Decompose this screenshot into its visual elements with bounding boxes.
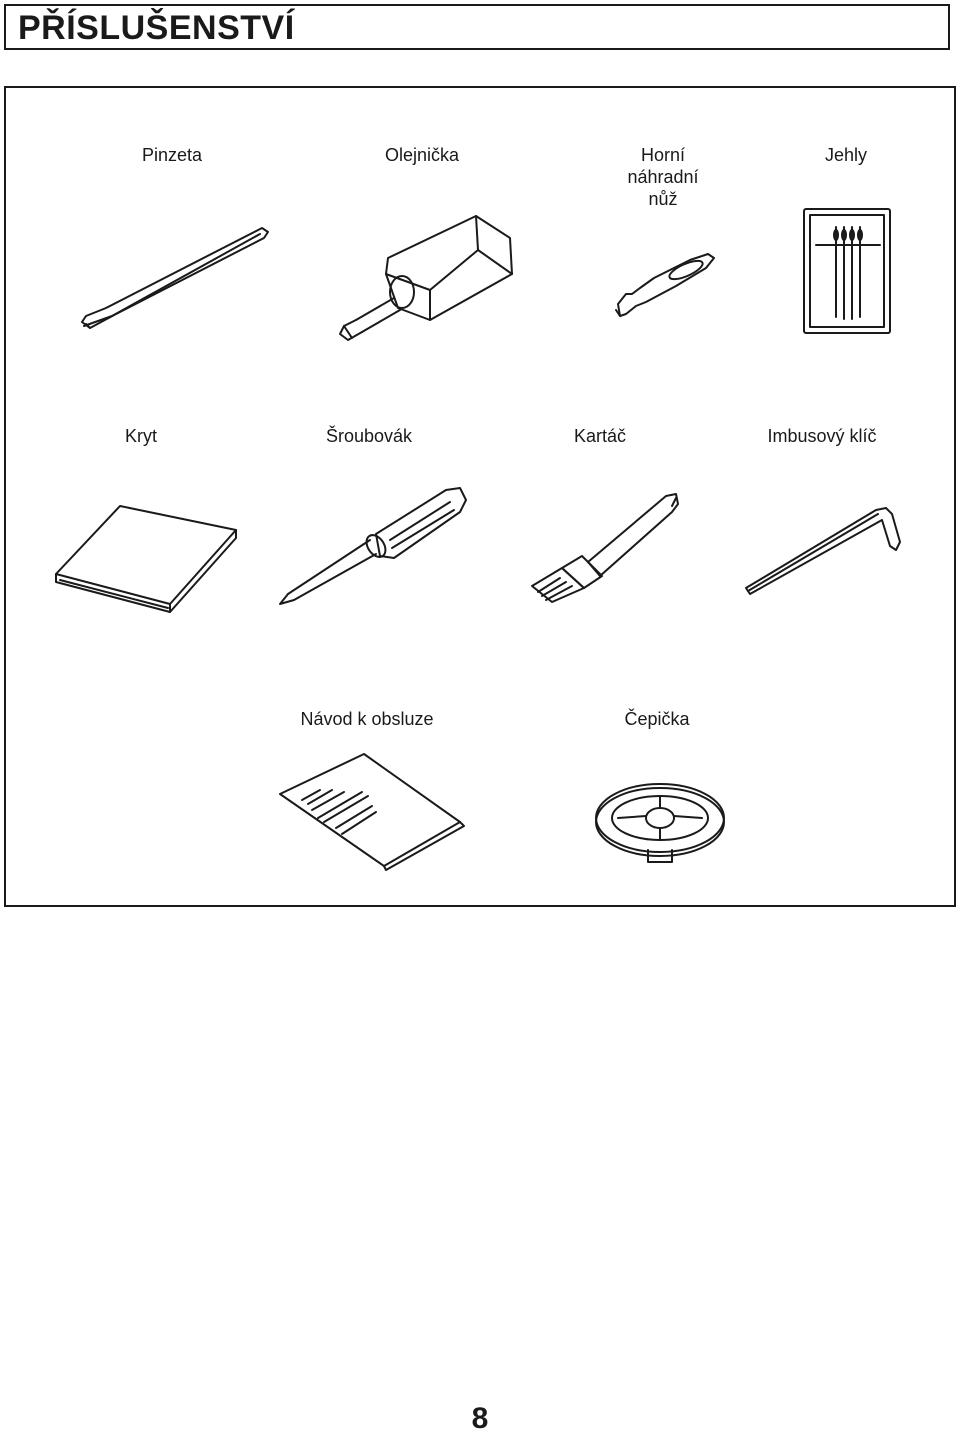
label-manual: Návod k obsluze <box>300 709 434 729</box>
label-hex-key: Imbusový klíč <box>767 426 877 446</box>
brush-icon <box>526 488 686 606</box>
manual-icon <box>272 750 468 874</box>
section-header <box>4 4 950 50</box>
screwdriver-icon <box>276 484 472 608</box>
cover-icon <box>50 500 246 618</box>
oil-bottle-icon <box>326 210 526 350</box>
label-cover: Kryt <box>124 426 157 446</box>
label-upper-knife-line1: Horní <box>640 145 685 165</box>
spool-cap-icon <box>592 778 728 868</box>
tweezers-icon <box>76 218 276 338</box>
label-brush: Kartáč <box>573 426 627 446</box>
needles-icon <box>800 205 896 337</box>
page-title: PŘÍSLUŠENSTVÍ <box>18 9 295 47</box>
label-upper-knife <box>603 144 723 210</box>
label-upper-knife-line3: nůž <box>648 189 678 209</box>
hex-key-icon <box>740 502 908 598</box>
label-needles: Jehly <box>824 145 868 165</box>
label-upper-knife-line2: náhradní <box>627 167 699 187</box>
label-spool-cap: Čepička <box>624 709 690 729</box>
label-oil-bottle: Olejnička <box>384 145 460 165</box>
label-screwdriver: Šroubovák <box>325 426 413 446</box>
label-tweezers: Pinzeta <box>141 145 203 165</box>
upper-knife-icon <box>606 244 726 326</box>
page-number: 8 <box>471 1402 489 1435</box>
